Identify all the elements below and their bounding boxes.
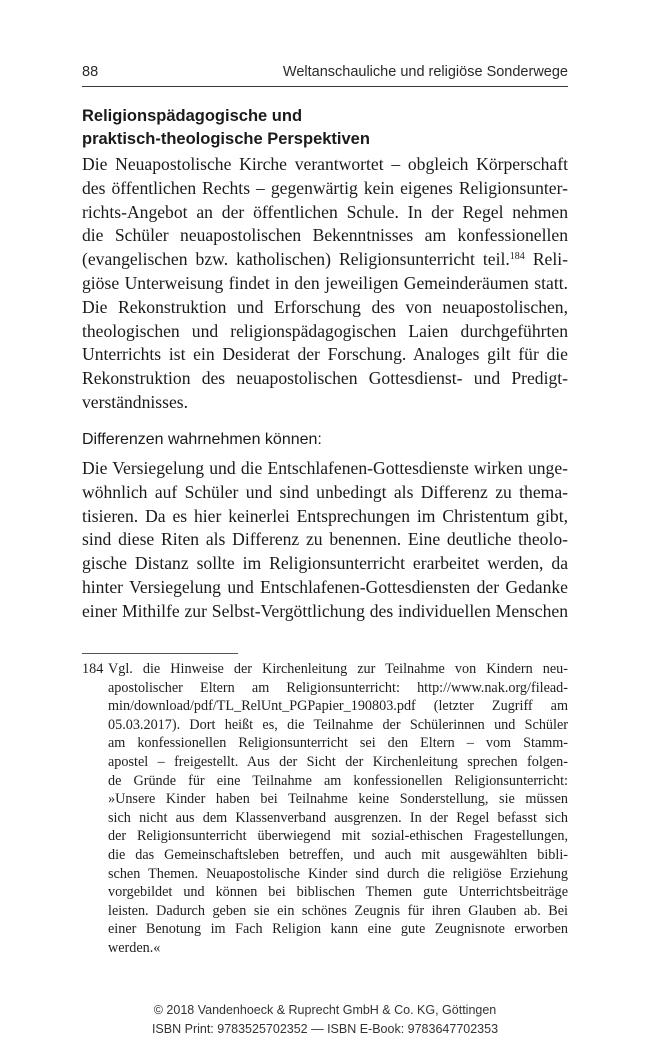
footnote-line-with-link: min/download/pdf/TL_RelUnt_PGPapier_190803.pdf (letzter Zugriff am <box>108 698 568 715</box>
footnote-reference[interactable]: 184 <box>509 251 525 263</box>
footnote-line: werden.« <box>108 939 161 956</box>
text-line: Rekonstruktion des neuapostolischen Gottesdienst- und Predigt- <box>82 368 568 389</box>
footnote-line: vorgebildet und können bei biblischen Themen gute Unterrichtsbeiträge <box>108 884 568 901</box>
text-line: tisieren. Da es hier keinerlei Entsprechungen im Christentum gibt, <box>82 505 568 526</box>
section-heading-line: praktisch-theologische Perspektiven <box>82 130 370 148</box>
text-line-with-footnote <box>82 248 568 272</box>
text-fragment: Reli- <box>524 249 568 270</box>
footnote-line: am konfessionellen Religionsunterricht sei den Eltern – vom Stamm- <box>108 735 568 752</box>
footnote-line: leisten. Dadurch geben sie ein schönes Zeugnis für ihren Glauben ab. Bei <box>108 902 568 919</box>
footnote-number: 184 <box>82 661 104 677</box>
text-line: verständnisses. <box>82 391 189 412</box>
text-line: sind diese Riten als Differenz zu benennen. Eine deutliche theolo- <box>82 529 568 550</box>
section-heading <box>82 105 370 151</box>
section-heading-line: Religionspädagogische und <box>82 107 303 125</box>
subsection-heading: Differenzen wahrnehmen können: <box>82 431 322 448</box>
header-rule <box>82 86 568 87</box>
footnote-line: Vgl. die Hinweise der Kirchenleitung zur Teilnahme von Kindern neu- <box>108 661 568 677</box>
footnote-line: der Religionsunterricht überwiegend mit sozial-ethischen Fragestellungen, <box>108 828 568 845</box>
page-number: 88 <box>82 64 99 80</box>
text-line: Die Versiegelung und die Entschlafenen-Gottesdienste wirken unge- <box>82 458 568 478</box>
text-line: die Schüler neuapostolischen Bekenntnisses am konfessionellen <box>82 225 568 246</box>
footnote-line: de Gründe für eine Teilnahme am konfessionellen Religionsunterricht: <box>108 772 568 789</box>
text-line: einer Mithilfe zur Selbst-Vergöttlichung des individuellen Menschen <box>82 600 568 621</box>
footnote-line: apostel – freigestellt. Aus der Sicht der Kirchenleitung sprechen folgen- <box>108 753 568 770</box>
text-fragment: (evangelischen bzw. katholischen) Religionsunterricht teil. <box>82 249 510 270</box>
text-line: giöse Unterweisung findet in den jeweiligen Gemeinderäumen statt. <box>82 272 568 293</box>
body-paragraph <box>82 153 568 415</box>
footnote-line: einer Benotung im Fach Religion kann eine gute Zeugnisnote erworben <box>108 921 568 938</box>
text-line: theologischen und religionspädagogischen Laien durchgeführten <box>82 320 568 341</box>
footnote-separator <box>82 653 238 654</box>
footnote-body <box>108 660 568 958</box>
text-line: Unterrichts ist ein Desiderat der Forschung. Analoges gilt für die <box>82 344 568 365</box>
running-head <box>82 62 568 86</box>
text-line: hinter Versiegelung und Entschlafenen-Gottesdiensten der Gedanke <box>82 576 568 597</box>
text-line: Die Neuapostolische Kirche verantwortet – obgleich Körperschaft <box>82 154 568 174</box>
running-title: Weltanschauliche und religiöse Sonderwege <box>282 64 568 80</box>
body-paragraph <box>82 457 568 624</box>
footnote-line: sich nicht aus dem Klassenverband ausgrenzen. In der Regel befasst sich <box>108 809 568 826</box>
text-line: des öffentlichen Rechts – gegenwärtig kein eigenes Religionsunter- <box>82 177 568 198</box>
footnote-line: »Unsere Kinder haben bei Teilnahme keine Sonderstellung, sie müssen <box>108 791 568 808</box>
text-line: gische Distanz sollte im Religionsunterricht erarbeitet werden, da <box>82 553 568 574</box>
isbn-line: ISBN Print: 9783525702352 — ISBN E-Book: 9783647702353 <box>151 1022 499 1036</box>
footnote-line-with-link: apostolischer Eltern am Religionsunterricht: http://www.nak.org/filead- <box>108 679 568 696</box>
copyright-line: © 2018 Vandenhoeck & Ruprecht GmbH & Co. KG, Göttingen <box>153 1003 497 1017</box>
footnote-line: 05.03.2017). Dort heißt es, die Teilnahme der Schülerinnen und Schüler <box>108 716 568 733</box>
text-line: Die Rekonstruktion und Erforschung des von neuapostolischen, <box>82 296 568 317</box>
footnote-line: schen Themen. Neuapostolische Kinder sind durch die religiöse Erziehung <box>108 865 568 882</box>
text-line: richts-Angebot an der öffentlichen Schule. In der Regel nehmen <box>82 201 568 222</box>
footnote-line: die das Gemeinschaftsleben betreffen, und auch mit ausgewählten bibli- <box>108 846 568 863</box>
text-line: wöhnlich auf Schüler und sind unbedingt als Differenz zu thema- <box>82 481 568 502</box>
